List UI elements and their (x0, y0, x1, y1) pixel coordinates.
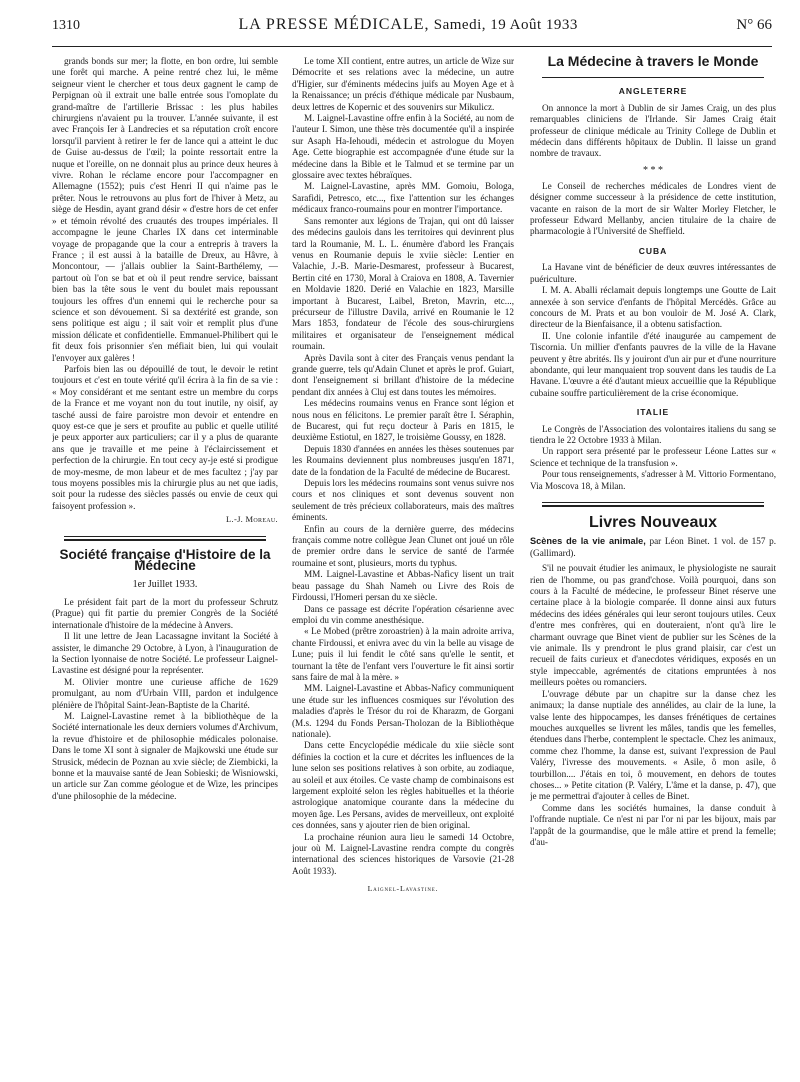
page-number: 1310 (52, 18, 80, 33)
section-title: La Médecine à travers le Monde (547, 56, 759, 69)
paragraph: « Le Mobed (prêtre zoroastrien) à la main adroite arriva, chante Firdoussi, et enivra avec du vin la belle au visage de Lune; puis il lui fendit le côté sans qu'elle le sentit, et tournant la tête de l'enfant vers l'ouverture le fit ainsi sortir sans faire de mal à la mère. » (292, 626, 514, 682)
paragraph: Comme dans les sociétés humaines, la danse conduit à l'offrande nuptiale. Ce n'est ni par l'or ni par les bijoux, mais par l'appât de la gourmandise, que le mâle attire et prend la femelle; d'au- (530, 802, 776, 847)
paragraph: S'il ne pouvait étudier les animaux, le physiologiste ne saurait rien de l'homme, ou pas grand'chose. Voilà pourquoi, dans son cours à la Faculté de médecine, le professeur Binet réserve une certaine place à la biologie comparée. Il donne ainsi aux futurs médecins des idées générales qui leur seront toujours utiles. Ceux d'entre mes confrères, qui en douteraient, n'ont qu'à lire le charmant ouvrage que Binet vient de publier sur les Scènes de la vie animale. Ils y prendront le plus grand plaisir, car c'est un recueil de faits curieux et d'anecdotes véridiques, exposés en un style impeccable, agrémentés de citations empruntées à nos meilleurs poètes ou romanciers. (530, 563, 776, 688)
country-heading: ANGLETERRE (618, 86, 688, 97)
paragraph: Un rapport sera présenté par le professeur Léone Lattes sur « Science et technique de la transfusion ». (530, 446, 776, 468)
paragraph: II. Une colonie infantile d'été inaugurée au campement de Tiscornia. Un millier d'enfants pauvres de la ville de la Havane peuvent y être abrités. Ils y jouiront d'un air pur et d'une nourriture abondante, qui leur manquaient trop souvent dans les taudis de La Havane. L'œuvre a été d'autant mieux accueillie que la République cubaine souffre particulièrement de la crise économique. (530, 330, 776, 398)
column-middle (292, 56, 514, 1072)
journal-name: LA PRESSE MÉDICALE, (238, 16, 430, 33)
paragraph: Le tome XII contient, entre autres, un article de Wize sur Démocrite et ses relations avec la médecine, un autre d'Higier, sur d'éminents médecins juifs au Moyen Age et à la Renaissance; un précis d'éthique médicale par Nusbaum, deux lettres de Kopernic et des souvenirs sur Mikulicz. (292, 56, 514, 112)
paragraph: M. Laignel-Lavastine offre enfin à la Société, au nom de l'auteur I. Simon, une thèse très documentée qu'il a inspirée sur Asaph Ha-Iehoudi, médecin et astrologue du Moyen Age. Cette biographie est accompagnée d'une étude sur la médecine dans la Bible et le Talmud et se termine par un glossaire avec textes hébraïques. (292, 113, 514, 181)
paragraph: La Havane vint de bénéficier de deux œuvres intéressantes de puériculture. (530, 262, 776, 284)
divider (542, 505, 764, 507)
running-title (238, 16, 577, 34)
paragraph: I. M. A. Aballi réclamait depuis longtemps une Goutte de Lait annexée à son service d'enfants de l'hôpital Mercédès. Grâce au concours de M. Prats et au bon vouloir de M. José A. Clark, directeur de la Bienfaisance, il a obtenu satisfaction. (530, 285, 776, 330)
author-signature: Laignel-Lavastine. (367, 884, 439, 894)
country-heading: ITALIE (636, 407, 670, 418)
paragraph: L'ouvrage débute par un chapitre sur la danse chez les animaux; la danse nuptiale des annélides, au clair de la lune, la valse lente des hippocampes, les danses frénétiques de certaines mouches auxquelles se livrent les mâles, tandis que les femelles, étendues dans l'herbe, contemplent le spectacle. Chez les animaux, comme chez l'homme, la danse est, suivant l'expression de Paul Valéry, l'ivresse des mouvements. « Asile, ô mon asile, ô tourbillon.... J'étais en toi, ô mouvement, en dehors de toutes choses... » Petite citation (P. Valéry, L'âme et la danse, p. 47), que je me permettrai d'ajouter à celles de Binet. (530, 688, 776, 802)
paragraph: Le président fait part de la mort du professeur Schrutz (Prague) qui fit partie du premier Congrès de la Société internationale d'histoire de la médecine à Anvers. (52, 596, 278, 630)
page-header (52, 16, 772, 47)
paragraph: Dans ce passage est décrite l'opération césarienne avec emploi du vin comme anesthésique. (292, 603, 514, 625)
paragraph: Depuis 1830 d'années en années les thèses soutenues par les Roumains deviennent plus nombreuses jusqu'en 1871, date de la fondation de la Faculté de médecine de Bucarest. (292, 443, 514, 477)
paragraph: On annonce la mort à Dublin de sir James Craig, un des plus remarquables cliniciens de l'Irlande. Sir James Craig était professeur de clinique médicale au Trinity College de Dublin et médecin dans différents hôpitaux de Dublin. Il laisse un grand nombre de travaux. (530, 102, 776, 159)
paragraph: Il lit une lettre de Jean Lacassagne invitant la Société à assister, le dimanche 29 Octobre, à Lyon, à l'inauguration de la Section lyonnaise de notre Société. Le professeur Laignel-Lavastine est désigné pour la représenter. (52, 631, 278, 676)
divider (64, 536, 266, 537)
paragraph: grands bonds sur mer; la flotte, en bon ordre, lui semble une forêt qui marche. A peine rentré chez lui, le même seigneur vient le chercher et tous deux gagnent le camp de Perpignan où il extrait une balle entrée sous l'omoplate du grand-maître de l'artillerie Brissac : les plus habiles chirurgiens n'avaient pu la trouver. L'année suivante, il est avec François Ier à Landrecies et sa réputation croît encore lorsqu'il parvient à retirer le fer de lance qui a atteint le duc de Guise au-dessus de l'œil; la pointe ressortait entre la nuque et l'oreille, on ne donnait plus au prince deux heures à vivre. Rohan le réclame encore pour l'accompagner en Allemagne (1552); puis c'est Henri II qui n'aime pas le prêter. Nous le retrouvons au plus fort de l'hiver à Metz, au siège de Hesdin, ayant grand désir « d'estre hors de cet enfer » et témoin révolté des cruautés des troupes impériales. Il accompagne le jeune Charles IX dans cet interminable voyage de propagande que la cour a entrepris à travers la France ; il est aussi à la bataille de Dreux, au Hâvre, à Moncontour, — j'allais oublier la Saint-Barthélemy, — partout où l'on se bat et où il peut rendre service, baissant bien bas la tête sous le vent du boulet mais repoussant toujours les offres d'un ennemi qui le recherche pour sa science et son dévouement. Si sa dextérité est grande, son sens politique est aigu ; il sait voir et remplit plus d'une mission délicate et confidentielle. Emmanuel-Philibert qui le fit deux fois prisonnier s'en méfiait bien, lui qui voulait l'envoyer aux galères ! (52, 56, 278, 363)
issue-number: N° 66 (736, 17, 772, 33)
divider (542, 502, 764, 503)
paragraph: MM. Laignel-Lavastine et Abbas-Naficy communiquent une étude sur les influences cosmiques sur l'évolution des maladies d'après le Trésor du roi de Kharazm, de Gorgani (M.s. 1294 du Fonds Persan-Tholozan de la Bibliothèque nationale). (292, 683, 514, 739)
paragraph: Enfin au cours de la dernière guerre, des médecins français comme notre collègue Jean Clunet ont joué un rôle de premier ordre dans le service de santé de l'armée roumaine et sont, plusieurs, morts du typhus. (292, 523, 514, 568)
divider (64, 539, 266, 541)
paragraph: Les médecins roumains venus en France sont légion et nous nous en félicitons. Le premier paraît être I. Séraphin, de Bucarest, qui fut reçu docteur à Paris en 1815, le deuxième Estiotul, en 1827, le troisième Goussy, en 1828. (292, 398, 514, 443)
issue-date: Samedi, 19 Août 1933 (433, 17, 578, 33)
book-byline: par Léon Binet. 1 vol. de 157 p. (Gallimard). (530, 536, 776, 558)
section-date: 1er Juillet 1933. (132, 579, 198, 591)
column-left (52, 56, 278, 1072)
paragraph: Parfois bien las ou dépouillé de tout, le devoir le retint toujours et c'est en toute vérité qu'il écrira à la fin de sa vie : « Moy considérant et me sentant estre un membre du corps de la France et me voyant non du tout inutile, ny oisif, ay tasché aussi de faire paroistre mon devoir et entendre en quoy est-ce que je sers et proufite au public et quelle utilité je peux apporter aux particuliers; car il y a plus de quarante ans que je travaille et me peine à l'éclaircissement et perfection de la chirurgie. En tout cecy ay-je esté si prodigue de moy-mesme, de mon labeur et de mes facultez ; j'ay par tous moyens possibles mis la chirurgie plus au net que iadis, soit pour la rudesse des siècles passés ou envie de ceux qui faisoyent profession ». (52, 363, 278, 511)
author-signature: L.-J. Moreau. (226, 514, 278, 525)
paragraph: M. Laignel-Lavastine, après MM. Gomoiu, Bologa, Sarafidi, Petresco, etc..., fixe l'attention sur les échanges médicaux franco-roumains pour en montrer l'importance. (292, 181, 514, 215)
section-title: Société française d'Histoire de la Médecine (59, 546, 271, 574)
country-heading: CUBA (638, 245, 668, 256)
divider (542, 77, 764, 78)
paragraph: Le Congrès de l'Association des volontaires italiens du sang se tiendra le 22 Octobre 1933 à Milan. (530, 423, 776, 445)
book-entry (530, 536, 776, 559)
book-title: Scènes de la vie animale, (530, 536, 646, 547)
paragraph: M. Laignel-Lavastine remet à la bibliothèque de la Société internationale les deux derniers volumes d'Archivum, la revue d'histoire et de philosophie médicales polonaise. Dans le tome XI sont à signaler de Majkowski une étude sur Strusick, médecin de Poznan au xvie siècle; de Ziembicki, la bonne et la mauvaise santé de Jean Sobieski; de Wisniowski, un article sur Zan comme géologue et de Wize, les principes d'une philosophie de la médecine. (52, 710, 278, 801)
stars-separator: * * * (643, 164, 663, 176)
paragraph: Pour tous renseignements, s'adresser à M. Vittorio Formentano, Via Moscova 18, à Milan. (530, 469, 776, 491)
paragraph: M. Olivier montre une curieuse affiche de 1629 promulgant, au nom d'Urbain VIII, pardon et indulgence plénière de l'hôpital Saint-Jean-Baptiste de la Charité. (52, 676, 278, 710)
paragraph: MM. Laignel-Lavastine et Abbas-Naficy lisent un trait beau passage du Shah Nameh ou Livre des Rois de Firdoussi, l'Homeri persan du xe siècle. (292, 569, 514, 603)
paragraph: Depuis lors les médecins roumains sont venus suivre nos cours et nos cliniques et sont devenus souvent non seulement de très précieux collaborateurs, mais des maîtres éminents. (292, 478, 514, 523)
column-right (530, 56, 776, 1072)
paragraph: Dans cette Encyclopédie médicale du xiie siècle sont définies la coction et la cure et décrites les influences de la lune selon ses positions relatives à son orbite, au zodiaque, au soleil et aux étoiles. Ce vaste champ de combinaisons est largement exploité selon les règles habituelles et la théorie astrologique anatomique courante dans la médecine du moyen âge. Les Persans, avides de merveilleux, ont exploité ces données, sans y ajouter rien de bien original. (292, 740, 514, 831)
paragraph: La prochaine réunion aura lieu le samedi 14 Octobre, jour où M. Laignel-Lavastine rendra compte du congrès international des sciences historiques de Varsovie (21-28 Août 1933). (292, 831, 514, 876)
paragraph: Le Conseil de recherches médicales de Londres vient de désigner comme successeur à la présidence de cette institution, vacante en raison de la mort de sir Walter Morley Fletcher, le professeur Edward Mellanby, ancien titulaire de la chaire de pharmacologie à l'Université de Sheffield. (530, 180, 776, 237)
paragraph: Sans remonter aux légions de Trajan, qui ont dû laisser des médecins gaulois dans les territoires qui devinrent plus tard la Roumanie, M. L. L. énumère d'abord les Français venus en Roumanie depuis le xviie siècle: Lentier en Valachie, J.-B. Marie-Desmarest, professeur à Bucarest, Bertin cité en 1730, Moral à Craiova en 1808, A. Tavernier en Moldavie 1820. Derié en Valachie en 1823, Marsille important à Bucarest, Laibel, Breton, Mavrin, etc..., précurseur de l'illustre Davila, arrivé en Roumanie le 12 Mars 1853, fondateur de l'école des sous-chirurgiens militaires et organisateur de l'enseignement médical roumain. (292, 215, 514, 352)
paragraph: Après Davila sont à citer des Français venus pendant la grande guerre, tels qu'Adain Clunet et après le prof. Guiart, dont l'enseignement si brillant d'histoire de la médecine pendant dix années à Cluj est dans toutes les mémoires. (292, 352, 514, 397)
section-title: Livres Nouveaux (588, 514, 718, 531)
